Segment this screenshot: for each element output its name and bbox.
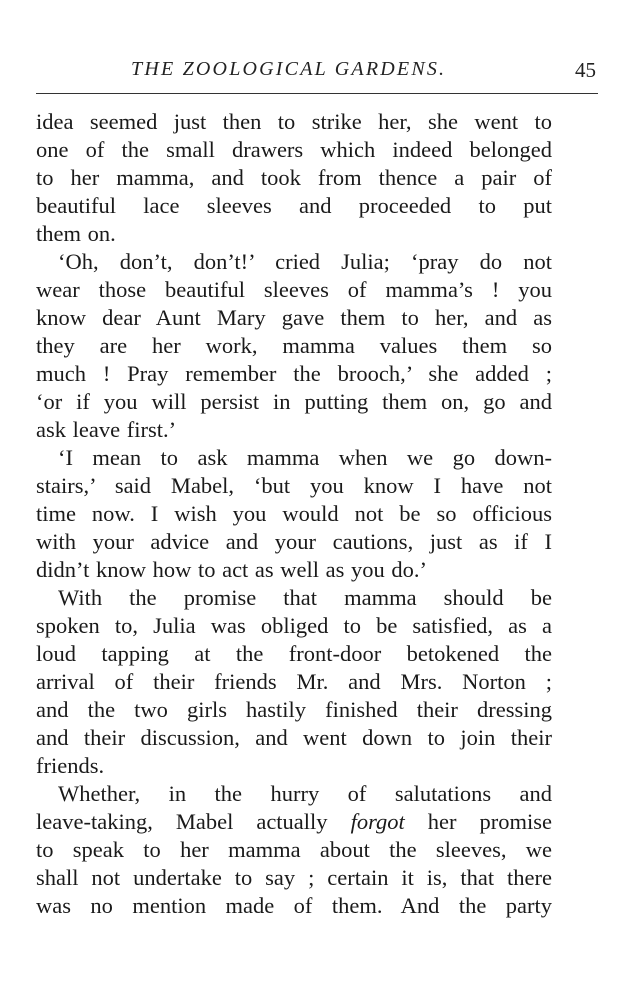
page-number: 45 bbox=[575, 58, 596, 82]
text-line: and the two girls hastily finished their dressing bbox=[36, 697, 552, 722]
body-text bbox=[36, 108, 552, 920]
running-head bbox=[36, 58, 596, 88]
text-line: spoken to, Julia was obliged to be satisfied, as a bbox=[36, 613, 552, 638]
text-line: to speak to her mamma about the sleeves, we bbox=[36, 837, 552, 862]
text-line: ‘Oh, don’t, don’t!’ cried Julia; ‘pray do not bbox=[58, 249, 552, 274]
text-line: them on. bbox=[36, 221, 116, 246]
text-segment: her promise bbox=[427, 809, 552, 834]
header-rule bbox=[36, 93, 598, 94]
text-line: loud tapping at the front-door betokened the bbox=[36, 641, 552, 666]
text-line: wear those beautiful sleeves of mamma’s ! you bbox=[36, 277, 552, 302]
text-line: arrival of their friends Mr. and Mrs. Norton ; bbox=[36, 669, 552, 694]
text-line: ask leave first.’ bbox=[36, 417, 177, 442]
text-line: much ! Pray remember the brooch,’ she added ; bbox=[36, 361, 552, 386]
text-line: ‘or if you will persist in putting them on, go and bbox=[36, 389, 552, 414]
text-line: with your advice and your cautions, just as if I bbox=[36, 529, 552, 554]
text-line: time now. I wish you would not be so officious bbox=[36, 501, 552, 526]
text-line bbox=[36, 808, 552, 836]
text-line: beautiful lace sleeves and proceeded to put bbox=[36, 193, 552, 218]
text-line: and their discussion, and went down to join their bbox=[36, 725, 552, 750]
italic-emphasis: forgot bbox=[350, 809, 405, 834]
text-line: idea seemed just then to strike her, she went to bbox=[36, 109, 552, 134]
text-line: shall not undertake to say ; certain it is, that there bbox=[36, 865, 552, 890]
text-line: stairs,’ said Mabel, ‘but you know I have not bbox=[36, 473, 552, 498]
text-segment: leave-taking, Mabel actually bbox=[36, 809, 328, 834]
text-line: they are her work, mamma values them so bbox=[36, 333, 552, 358]
text-line: know dear Aunt Mary gave them to her, and as bbox=[36, 305, 552, 330]
text-line: one of the small drawers which indeed belonged bbox=[36, 137, 552, 162]
text-line: Whether, in the hurry of salutations and bbox=[58, 781, 552, 806]
running-title: THE ZOOLOGICAL GARDENS. bbox=[131, 58, 447, 80]
text-line: With the promise that mamma should be bbox=[58, 585, 552, 610]
text-line: ‘I mean to ask mamma when we go down- bbox=[58, 445, 552, 470]
text-line: to her mamma, and took from thence a pair of bbox=[36, 165, 552, 190]
text-line: was no mention made of them. And the party bbox=[36, 893, 552, 918]
text-line: friends. bbox=[36, 753, 105, 778]
text-line: didn’t know how to act as well as you do.’ bbox=[36, 557, 428, 582]
